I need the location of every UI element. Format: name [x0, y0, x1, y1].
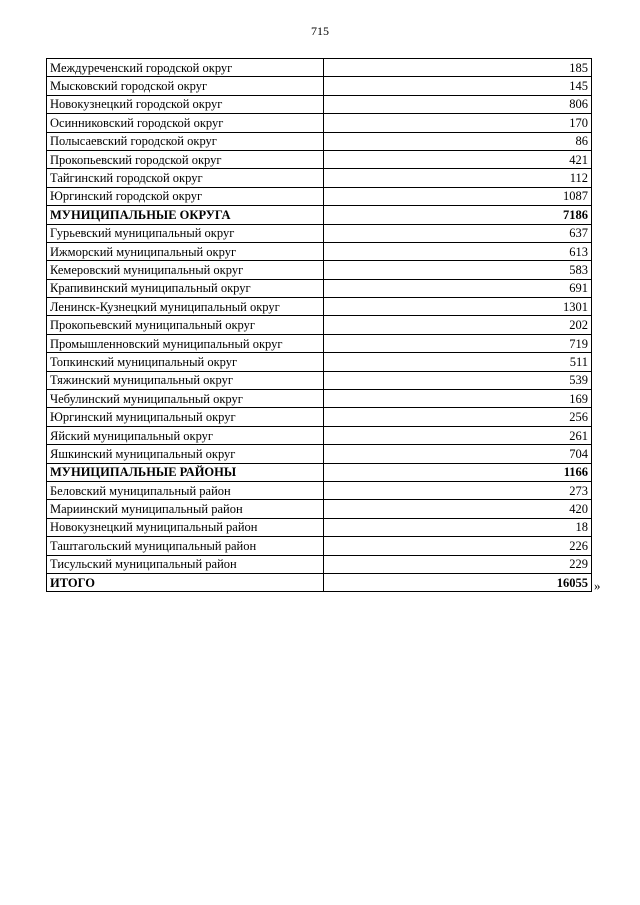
- municipality-name-cell: МУНИЦИПАЛЬНЫЕ ОКРУГА: [47, 206, 324, 224]
- table-row: [47, 481, 592, 499]
- value-cell: 1301: [324, 298, 592, 316]
- value-cell: 1166: [324, 463, 592, 481]
- municipality-name-cell: Беловский муниципальный район: [47, 481, 324, 499]
- municipality-name-cell: Кемеровский муниципальный округ: [47, 261, 324, 279]
- value-cell: 229: [324, 555, 592, 573]
- table-row: [47, 408, 592, 426]
- table-row: [47, 59, 592, 77]
- value-cell: 421: [324, 150, 592, 168]
- value-cell: 539: [324, 371, 592, 389]
- table-row: [47, 390, 592, 408]
- table-row: [47, 353, 592, 371]
- value-cell: 7186: [324, 206, 592, 224]
- value-cell: 86: [324, 132, 592, 150]
- value-cell: 420: [324, 500, 592, 518]
- municipality-name-cell: Топкинский муниципальный округ: [47, 353, 324, 371]
- table-row: [47, 371, 592, 389]
- value-cell: 112: [324, 169, 592, 187]
- table-row: [47, 279, 592, 297]
- table-row: [47, 555, 592, 573]
- data-table: [46, 58, 592, 592]
- group-total-row: [47, 206, 592, 224]
- table-row: [47, 334, 592, 352]
- table-row: [47, 500, 592, 518]
- value-cell: 170: [324, 114, 592, 132]
- table-row: [47, 445, 592, 463]
- group-total-row: [47, 573, 592, 591]
- value-cell: 202: [324, 316, 592, 334]
- value-cell: 169: [324, 390, 592, 408]
- value-cell: 16055: [324, 573, 592, 591]
- municipality-name-cell: Чебулинский муниципальный округ: [47, 390, 324, 408]
- value-cell: 1087: [324, 187, 592, 205]
- value-cell: 145: [324, 77, 592, 95]
- municipality-name-cell: Яйский муниципальный округ: [47, 426, 324, 444]
- table-body: [47, 59, 592, 592]
- municipality-name-cell: Промышленновский муниципальный округ: [47, 334, 324, 352]
- municipality-name-cell: Ижморский муниципальный округ: [47, 242, 324, 260]
- value-cell: 583: [324, 261, 592, 279]
- municipality-name-cell: Тяжинский муниципальный округ: [47, 371, 324, 389]
- municipality-name-cell: Ленинск-Кузнецкий муниципальный округ: [47, 298, 324, 316]
- municipality-name-cell: Юргинский городской округ: [47, 187, 324, 205]
- municipality-name-cell: ИТОГО: [47, 573, 324, 591]
- value-cell: 613: [324, 242, 592, 260]
- municipality-name-cell: Тисульский муниципальный район: [47, 555, 324, 573]
- table-row: [47, 426, 592, 444]
- value-cell: 273: [324, 481, 592, 499]
- table-row: [47, 169, 592, 187]
- table-row: [47, 77, 592, 95]
- table-row: [47, 150, 592, 168]
- page-number: 715: [311, 24, 329, 38]
- value-cell: 704: [324, 445, 592, 463]
- table-row: [47, 242, 592, 260]
- table-row: [47, 316, 592, 334]
- value-cell: 691: [324, 279, 592, 297]
- table-row: [47, 537, 592, 555]
- municipality-name-cell: Юргинский муниципальный округ: [47, 408, 324, 426]
- value-cell: 719: [324, 334, 592, 352]
- municipality-name-cell: Полысаевский городской округ: [47, 132, 324, 150]
- value-cell: 256: [324, 408, 592, 426]
- value-cell: 185: [324, 59, 592, 77]
- value-cell: 226: [324, 537, 592, 555]
- municipality-name-cell: Прокопьевский муниципальный округ: [47, 316, 324, 334]
- closing-quote-mark: »: [594, 578, 601, 593]
- municipality-name-cell: Мариинский муниципальный район: [47, 500, 324, 518]
- value-cell: 261: [324, 426, 592, 444]
- municipality-name-cell: Междуреченский городской округ: [47, 59, 324, 77]
- table-row: [47, 95, 592, 113]
- municipality-name-cell: Осинниковский городской округ: [47, 114, 324, 132]
- municipality-name-cell: Таштагольский муниципальный район: [47, 537, 324, 555]
- table-row: [47, 518, 592, 536]
- value-cell: 511: [324, 353, 592, 371]
- municipality-name-cell: МУНИЦИПАЛЬНЫЕ РАЙОНЫ: [47, 463, 324, 481]
- municipality-name-cell: Прокопьевский городской округ: [47, 150, 324, 168]
- municipality-name-cell: Мысковский городской округ: [47, 77, 324, 95]
- group-total-row: [47, 463, 592, 481]
- table-row: [47, 114, 592, 132]
- value-cell: 637: [324, 224, 592, 242]
- municipality-name-cell: Новокузнецкий муниципальный район: [47, 518, 324, 536]
- municipality-name-cell: Гурьевский муниципальный округ: [47, 224, 324, 242]
- value-cell: 806: [324, 95, 592, 113]
- value-cell: 18: [324, 518, 592, 536]
- municipality-name-cell: Тайгинский городской округ: [47, 169, 324, 187]
- municipality-name-cell: Новокузнецкий городской округ: [47, 95, 324, 113]
- table-row: [47, 187, 592, 205]
- table-row: [47, 224, 592, 242]
- municipality-name-cell: Яшкинский муниципальный округ: [47, 445, 324, 463]
- table-row: [47, 261, 592, 279]
- municipality-name-cell: Крапивинский муниципальный округ: [47, 279, 324, 297]
- table-row: [47, 298, 592, 316]
- table-row: [47, 132, 592, 150]
